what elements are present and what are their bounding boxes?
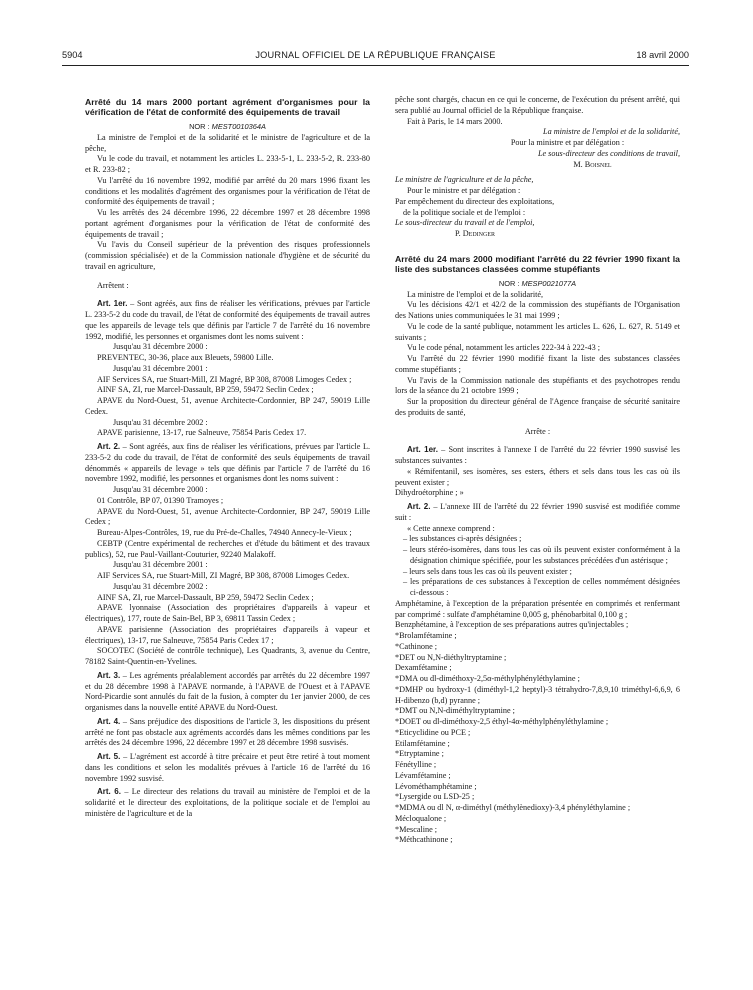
list-item: CEBTP (Centre expérimental de recherches et d'étude du bâtiment et des travaux publics), 52, rue Paul-Vaillant-Couturier, 92240 Malakoff. (85, 538, 370, 559)
article-4: Art. 4. – Sans préjudice des dispositions de l'article 3, les dispositions du présent arrêté ne font pas obstacle aux agréments accordés dans les mêmes conditions par les arrêtés des 24 décembre 1996, 22 décembre 1997 et 28 décembre 1998 susvisés. (85, 716, 371, 748)
arrete-heading: Arrête : (524, 426, 551, 436)
article-5: Art. 5. – L'agrément est accordé à titre précaire et peut être retiré à tout moment dans les conditions et selon les modalités prévues à l'article 16 de l'arrêté du 16 novembre 1992 susvisé. (85, 752, 371, 783)
page-header (62, 50, 689, 64)
decree-title-2: Arrêté du 24 mars 2000 modifiant l'arrêté du 22 février 1990 fixant la liste des substances classées comme stupéfiants (395, 253, 680, 274)
paragraph: Vu les arrêtés des 24 décembre 1996, 22 décembre 1997 et 28 décembre 1998 portant agrément d'organismes pour la vérification de l'état de conformité des équipements de travail ; (85, 208, 370, 239)
list-item: SOCOTEC (Société de contrôle technique), Les Quadrants, 3, avenue du Centre, 78182 Saint-Quentin-en-Yvelines. (85, 646, 370, 666)
signature-line: Pour le ministre et par délégation : (407, 186, 521, 195)
substance-entry: *DOET ou dl-diméthoxy-2,5 éthyl-4α-méthylphényléthylamine ; (395, 717, 609, 726)
left-column (85, 97, 370, 820)
paragraph: Vu le code pénal, notamment les articles 222-34 à 222-43 ; (407, 343, 600, 353)
article-2: Art. 2. – L'annexe III de l'arrêté du 22 février 1990 susvisé est modifiée comme suit : (395, 502, 680, 522)
substance-entry: *DET ou N,N-diéthyltryptamine ; (395, 652, 507, 662)
substance-entry: *Lysergide ou LSD-25 ; (395, 792, 475, 802)
list-item: Bureau-Alpes-Contrôles, 19, rue du Pré-de-Challes, 74940 Annecy-le-Vieux ; (97, 528, 352, 537)
substance-entry: *DMHP ou hydroxy-1 (diméthyl-1,2 heptyl)-3 tétrahydro-7,8,9,10 triméthyl-6,6,9, 6 H-dibenzo (b,d) pyranne ; (395, 684, 680, 705)
substance-entry: Lévamfétamine ; (395, 770, 451, 780)
list-item: AIF Services SA, rue Stuart-Mill, ZI Magré, BP 308, 87008 Limoges Cedex. (97, 571, 350, 580)
substance-entry: *Méthcathinone ; (395, 835, 453, 845)
deadline-line: Jusqu'au 31 décembre 2000 : (113, 342, 208, 352)
page-number: 5904 (62, 50, 83, 60)
paragraph: La ministre de l'emploi et de la solidarité, (407, 289, 544, 299)
signature-line: Pour la ministre et par délégation : (510, 138, 625, 147)
signatory-name: M. Boisnel (573, 159, 612, 169)
signature-line: La ministre de l'emploi et de la solidarité, (543, 127, 680, 137)
deadline-line: Jusqu'au 31 décembre 2001 : (113, 363, 208, 373)
article-1: Art. 1er. – Sont inscrites à l'annexe I de l'arrêté du 22 février 1990 susvisé les substances suivantes : (395, 445, 680, 465)
list-item: – leurs sels dans tous les cas où ils peuvent exister ; (403, 566, 572, 576)
right-column (395, 95, 680, 846)
header-rule (62, 65, 689, 66)
list-item: AINF SA, ZI, rue Marcel-Dassault, BP 259, 59472 Seclin Cedex ; (97, 592, 314, 602)
substance-entry: *Mescaline ; (395, 824, 438, 834)
substance-entry: *DMT ou N,N-diméthyltryptamine ; (395, 706, 515, 716)
list-item: « Cette annexe comprend : (407, 523, 495, 533)
paragraph: Vu l'avis de la Commission nationale des stupéfiants et des psychotropes rendu lors de la séance du 21 octobre 1999 ; (395, 375, 680, 396)
list-item: PREVENTEC, 30-36, place aux Bleuets, 59800 Lille. (97, 353, 274, 362)
paragraph: Vu le code de la santé publique, notamment les articles L. 626, L. 627, R. 5149 et suivants ; (395, 321, 680, 342)
paragraph: Sur la proposition du directeur général de l'Agence française de sécurité sanitaire des produits de santé, (395, 397, 680, 417)
substance-entry: Fénétylline ; (395, 760, 437, 769)
list-item: – les préparations de ces substances à l'exception de celles nommément désignées ci-dessous : (403, 577, 680, 597)
list-item: APAVE parisienne (Association des propriétaires d'appareils à vapeur et électriques), 13-17, rue Salneuve, 75854 Paris Cedex 17 ; (85, 624, 370, 645)
list-item: APAVE du Nord-Ouest, 51, avenue Architecte-Cordonnier, BP 247, 59019 Lille Cedex. (85, 396, 370, 416)
substance-entry: Lévométhamphétamine ; (395, 781, 477, 791)
nor-reference-2: NOR : MESP0021077A (498, 278, 577, 288)
article-3: Art. 3. – Les agréments préalablement accordés par arrêtés du 22 décembre 1997 et du 28 décembre 1998 à l'APAVE normande, à l'APAVE de l'Ouest et à l'APAVE Nord-Picardie sont annulés du fait de la fusion, à compter du 1er janvier 2000, de ces organismes dans la nouvelle entité APAVE du Nord-Ouest. (85, 670, 370, 712)
list-item: Dihydroétorphine ; » (395, 488, 464, 498)
substance-entry: Amphétamine, à l'exception de la préparation présentée en comprimés et renfermant par comprimé : sulfate d'amphétamine 0,005 g, phénobarbital 0,100 g ; (395, 598, 680, 619)
list-item: – les substances ci-après désignées ; (403, 534, 522, 544)
substance-entry: *DMA ou dl-diméthoxy-2,5α-méthylphényléthylamine ; (395, 674, 580, 683)
decree-title-1: Arrêté du 14 mars 2000 portant agrément d'organismes pour la vérification de l'état de conformité des équipements de travail (85, 97, 370, 117)
substance-entry: Etilamfétamine ; (395, 738, 450, 748)
substance-entry: Benzphétamine, à l'exception de ses préparations autres qu'injectables ; (395, 620, 629, 630)
nor-reference-1: NOR : MEST0010364A (189, 122, 266, 131)
signature-line: Par empêchement du directeur des exploitations, (395, 196, 555, 206)
list-item: AIF Services SA, rue Stuart-Mill, ZI Magré, BP 308, 87008 Limoges Cedex ; (97, 374, 352, 384)
list-item: APAVE du Nord-Ouest, 51, avenue Architecte-Cordonnier, BP 247, 59019 Lille Cedex ; (85, 506, 370, 527)
paragraph: Vu l'arrêté du 22 février 1990 modifié fixant la liste des substances classées comme stupéfiants ; (395, 354, 680, 374)
deadline-line: Jusqu'au 31 décembre 2000 : (113, 485, 208, 494)
list-item: APAVE parisienne, 13-17, rue Salneuve, 75854 Paris Cedex 17. (97, 428, 307, 438)
article-6: Art. 6. – Le directeur des relations du travail au ministère de l'emploi et de la solidarité et le directeur des exploitations, de la politique sociale et de l'emploi au ministère de l'agriculture et de la (85, 787, 370, 818)
deadline-line: Jusqu'au 31 décembre 2002 : (113, 417, 208, 427)
article-2: Art. 2. – Sont agréés, aux fins de réaliser les vérifications, prévues par l'article L. 233-5-2 du code du travail, de l'état de conformité des seuls équipements de travail dénommés « appareils de levage » tels que définis par l'article 7 de l'arrêté du 16 novembre 1992, modifié, les personnes et organismes dont les noms suivent : (85, 442, 371, 484)
list-item: – leurs stéréo-isomères, dans tous les cas où ils peuvent exister conformément à la désignation chimique spécifiée, pour les substances précédées d'un astérisque ; (403, 545, 680, 565)
signature-line: Le ministre de l'agriculture et de la pêche, (395, 175, 534, 185)
substance-entry: Dexamfétamine ; (395, 663, 452, 673)
substance-entry: *MDMA ou dl N, α-diméthyl (méthylènedioxy)-3,4 phényléthylamine ; (395, 803, 631, 812)
substance-entry: Mécloqualone ; (395, 813, 447, 823)
arretent-heading: Arrêtent : (97, 280, 129, 290)
list-item: APAVE lyonnaise (Association des propriétaires d'appareils à vapeur et électriques), 177, route de Sain-Bel, BP 3, 69811 Tassin Cedex ; (85, 603, 370, 623)
substance-entry: *Brolamfétamine ; (395, 631, 457, 640)
journal-title: JOURNAL OFFICIEL DE LA RÉPUBLIQUE FRANÇAISE (255, 50, 496, 60)
paragraph: Vu les décisions 42/1 et 42/2 de la commission des stupéfiants de l'Organisation des Nations unies communiquées le 31 mai 1999 ; (395, 300, 680, 320)
signature-line: de la politique sociale et de l'emploi : (403, 207, 526, 217)
signature-line: Le sous-directeur du travail et de l'emploi, (395, 218, 535, 228)
issue-date: 18 avril 2000 (636, 50, 689, 60)
paragraph: pêche sont chargés, chacun en ce qui le concerne, de l'exécution du présent arrêté, qui sera publié au Journal officiel de la République française. (395, 95, 680, 115)
deadline-line: Jusqu'au 31 décembre 2001 : (113, 560, 208, 570)
substance-entry: *Cathinone ; (395, 641, 438, 651)
paragraph: Vu le code du travail, et notamment les articles L. 233-5-1, L. 233-5-2, R. 233-80 et R. 233-82 ; (85, 154, 370, 174)
signature-line: Le sous-directeur des conditions de travail, (537, 148, 680, 158)
deadline-line: Jusqu'au 31 décembre 2002 : (113, 581, 208, 591)
list-item: AINF SA, ZI, rue Marcel-Dassault, BP 259, 59472 Seclin Cedex ; (97, 385, 314, 395)
substance-entry: *Etryptamine ; (395, 749, 444, 759)
signatory-name: P. Dedinger (455, 229, 495, 238)
paragraph: Vu l'arrêté du 16 novembre 1992, modifié par arrêté du 20 mars 1996 fixant les conditions et les modalités d'agrément des organismes pour la vérification de l'état de conformité des équipements de travail ; (85, 175, 370, 207)
paragraph: La ministre de l'emploi et de la solidarité et le ministre de l'agriculture et de la pêche, (85, 132, 370, 153)
substance-entry: *Eticyclidine ou PCE ; (395, 727, 471, 737)
paragraph: Vu l'avis du Conseil supérieur de la prévention des risques professionnels (commission spécialisée) et de la Commission nationale d'hygiène et de sécurité du travail en agriculture, (85, 240, 370, 271)
list-item: « Rémifentanil, ses isomères, ses esters, éthers et sels dans tous les cas où ils peuvent exister ; (395, 466, 680, 487)
signature-date: Fait à Paris, le 14 mars 2000. (407, 116, 503, 126)
article-1: Art. 1er. – Sont agréés, aux fins de réaliser les vérifications, prévues par l'article L. 233-5-2 du code du travail, de l'état de conformité des équipements de travail autres que les appareils de levage tels que définis par l'article 7 de l'arrêté du 16 novembre 1992, modifié, les personnes et organismes dont les noms suivent : (85, 299, 371, 341)
list-item: 01 Contrôle, BP 07, 01390 Tramoyes ; (97, 495, 224, 505)
